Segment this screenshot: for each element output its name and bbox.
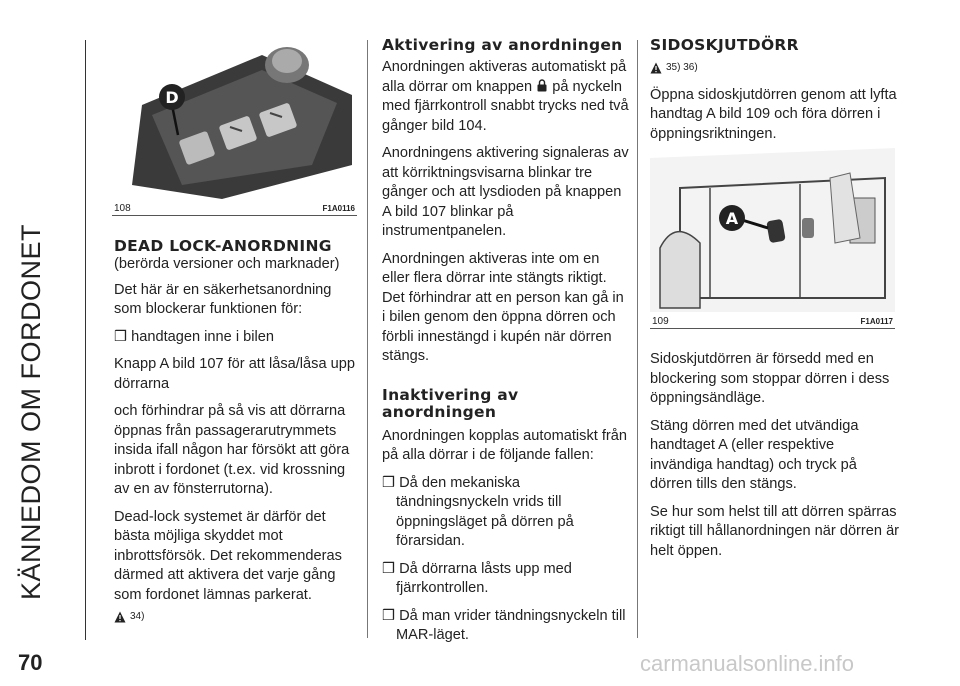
column-3 <box>650 37 900 152</box>
col3-warning <box>650 58 900 78</box>
figure-108-callout: D <box>165 88 179 107</box>
figure-108 <box>112 35 357 216</box>
window-switch-illustration <box>112 35 357 199</box>
watermark: carmanualsonline.info <box>640 651 855 676</box>
col3-paragraph: Stäng dörren med det utvändiga handtaget A (eller respektive invändiga handtag) och tryck på dörren tills den stängs. <box>650 417 859 492</box>
column-1 <box>114 238 356 635</box>
heading-deactivation: Inaktivering av anordningen <box>382 385 519 421</box>
col2-bullet: ❒ Då man vrider tändningsnyckeln till MAR-läget. <box>382 607 626 643</box>
figure-109-callout: A <box>725 209 739 228</box>
sliding-door-illustration <box>650 148 895 312</box>
heading-activation: Aktivering av anordningen <box>382 36 623 54</box>
heading-sliding-door: SIDOSKJUTDÖRR <box>650 36 799 54</box>
side-title-rule <box>85 40 86 640</box>
warning-icon <box>650 62 662 74</box>
side-title-text: KÄNNEDOM OM FORDONET <box>16 223 46 600</box>
col2-bullet: ❒ Då den mekaniska tändningsnyckeln vrids till öppningsläget på dörren på förarsidan. <box>382 474 574 549</box>
col1-paragraph: Det här är en säkerhetsanordning som blockerar funktionen för: <box>114 281 332 317</box>
col3-paragraph: Öppna sidoskjutdörren genom att lyfta handtag A bild 109 och föra dörren i öppningsriktningen. <box>650 86 897 142</box>
col1-paragraph: Dead-lock systemet är därför det bästa möjliga skyddet mot inbrottsförsök. Det rekommenderas därmed att aktivera det varje gång som fordonet lämnas parkerat. <box>114 508 342 603</box>
col3-paragraph: Se hur som helst till att dörren spärras riktigt till hållanordningen när dörren är helt öppen. <box>650 503 900 559</box>
col2-bullet: ❒ Då dörrarna låsts upp med fjärrkontrollen. <box>382 560 572 596</box>
lock-icon <box>537 79 547 92</box>
col2-paragraph: Anordningens aktivering signaleras av att körriktningsvisarna blinkar tre gånger och att lysdioden på knappen A bild 107 blinkar på instrumentpanelen. <box>382 145 629 239</box>
heading-dead-lock: DEAD LOCK-ANORDNING <box>114 237 332 255</box>
col2-paragraph: Anordningen aktiveras inte om en eller flera dörrar inte stängts riktigt. Det förhindrar att en person kan gå in i bilen genom den öppna dörren och förbli innestängd i kupén när dörren stängs. <box>382 250 624 364</box>
figure-108-number: 108 <box>114 203 131 214</box>
page-number: 70 <box>18 650 43 675</box>
col1-warning-ref: 34) <box>130 611 145 622</box>
col3-warning-ref: 35) 36) <box>666 62 698 73</box>
col1-paragraph: Knapp A bild 107 för att låsa/låsa upp dörrarna <box>114 356 355 392</box>
col1-bullet: ❒ handtagen inne i bilen <box>114 328 274 345</box>
figure-109-number: 109 <box>652 316 669 327</box>
figure-109 <box>650 148 895 329</box>
column-2 <box>382 37 630 654</box>
col1-warning <box>114 607 356 627</box>
column-divider <box>637 40 638 638</box>
col2-paragraph <box>382 58 630 136</box>
col1-paragraph: och förhindrar på så vis att dörrarna öppnas från passagerarutrymmets insida ifall någon har försökt att göra inbrott i fordonet (t.ex. vid krossning av en av fönsterrutorna). <box>114 403 350 497</box>
column-divider <box>367 40 368 638</box>
col2-p1b: på nyckeln med fjärrkontroll snabbt trycks ned två gånger bild 104. <box>382 78 629 134</box>
col3-paragraph: Sidoskjutdörren är försedd med en blockering som stoppar dörren i dess öppningsändläge. <box>650 351 890 406</box>
side-title <box>10 40 60 600</box>
figure-109-code: F1A0117 <box>860 317 893 326</box>
col1-subheading: (berörda versioner och marknader) <box>114 256 340 272</box>
column-3-lower <box>650 350 900 569</box>
col2-p1a: Anordningen aktiveras automatiskt på alla dörrar om knappen <box>382 59 627 95</box>
col2-paragraph: Anordningen kopplas automatiskt från på alla dörrar i de följande fallen: <box>382 427 628 463</box>
warning-icon <box>114 611 126 623</box>
figure-108-code: F1A0116 <box>322 204 355 213</box>
